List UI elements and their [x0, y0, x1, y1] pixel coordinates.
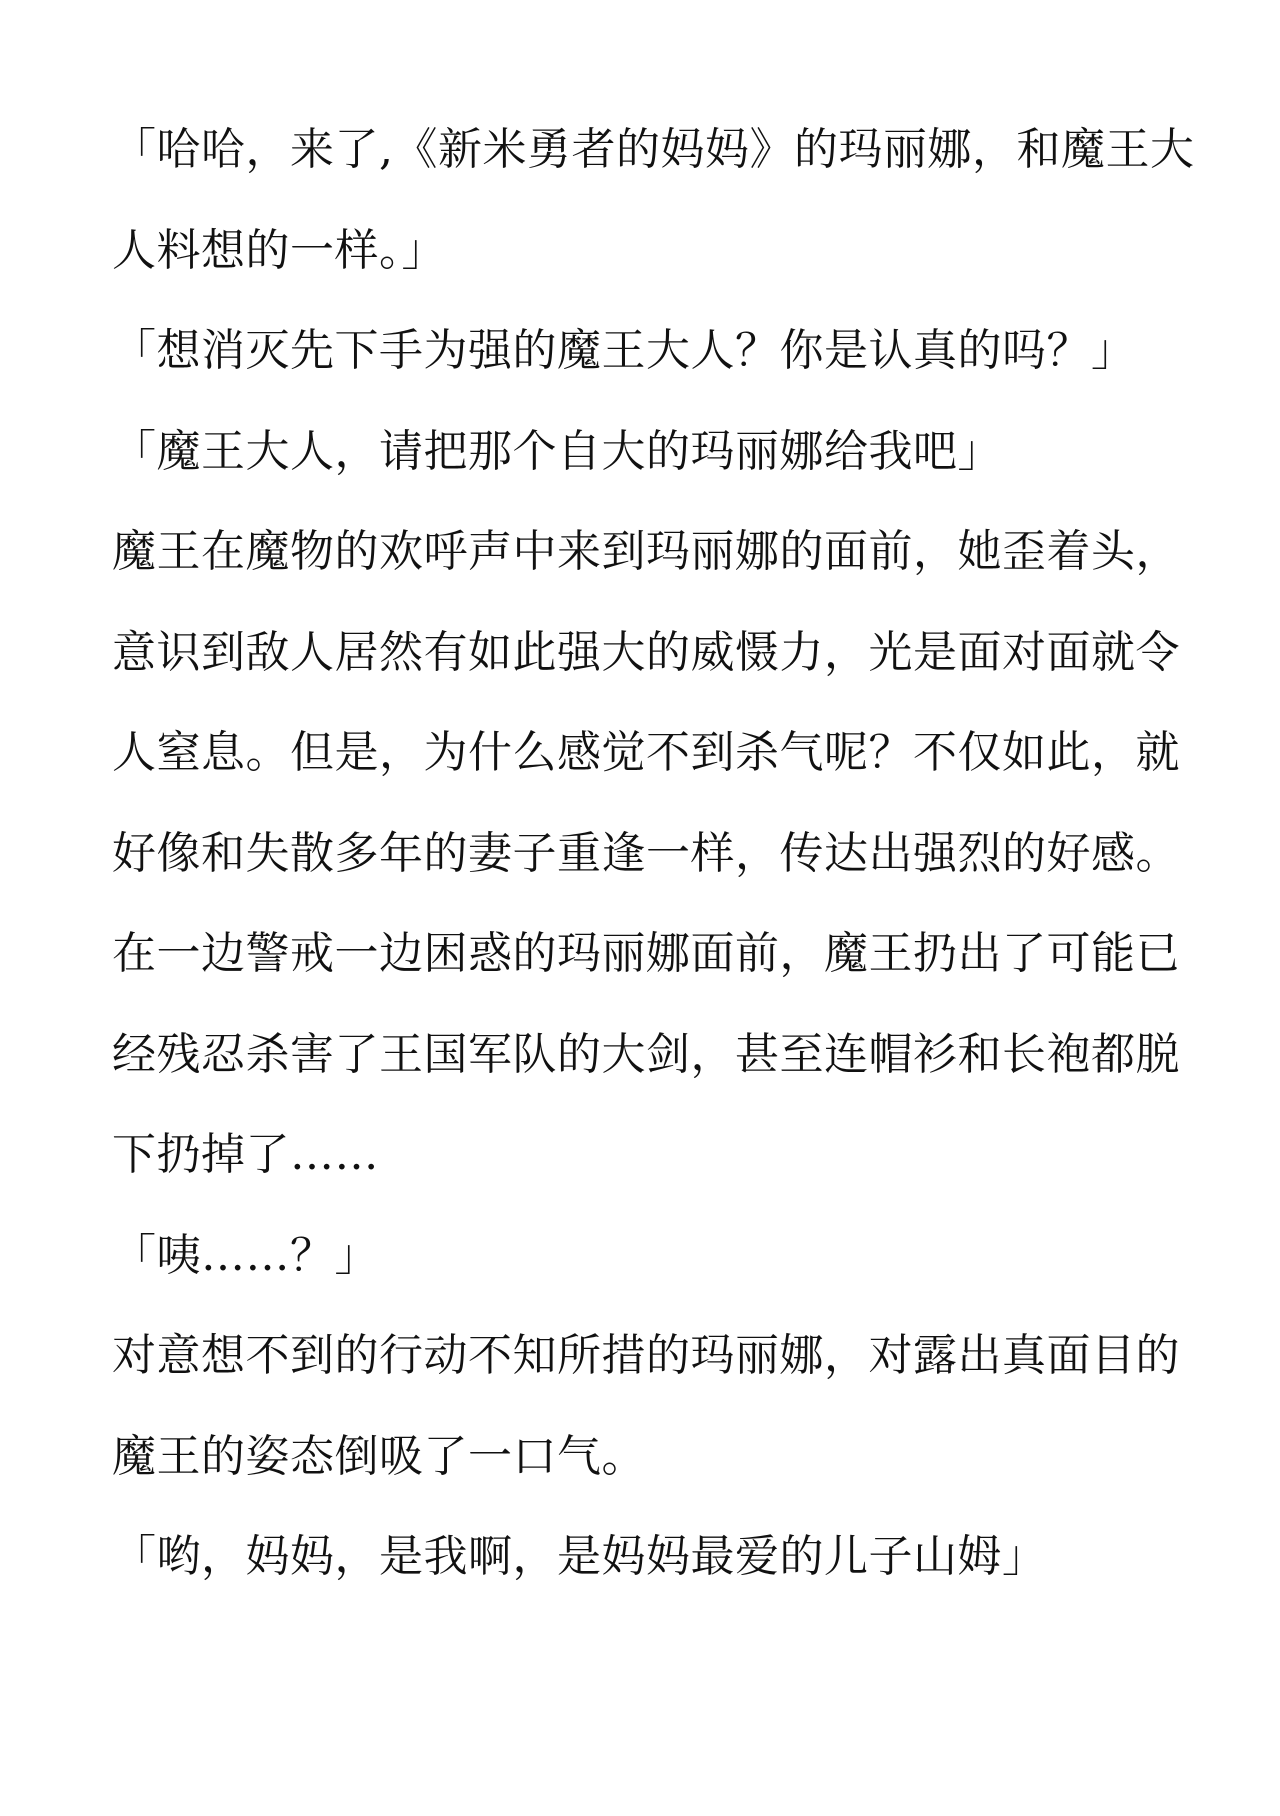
- text-line: 「哈哈，来了,《新米勇者的妈妈》的玛丽娜，和魔王大: [112, 124, 1195, 175]
- text-line: 对意想不到的行动不知所措的玛丽娜，对露出真面目的: [112, 1330, 1180, 1381]
- text-line: 下扔掉了……: [112, 1129, 379, 1180]
- text-line: 人料想的一样。」: [112, 224, 446, 276]
- text-line: 「哟，妈妈，是我啊，是妈妈最爱的儿子山姆」: [112, 1531, 1047, 1582]
- text-line: 「想消灭先下手为强的魔王大人？你是认真的吗？」: [112, 325, 1136, 376]
- body-text: [112, 114, 1195, 1622]
- text-line: 在一边警戒一边困惑的玛丽娜面前，魔王扔出了可能已: [112, 928, 1180, 979]
- text-line: 经残忍杀害了王国军队的大剑，甚至连帽衫和长袍都脱: [112, 1028, 1180, 1080]
- text-line: 「魔王大人，请把那个自大的玛丽娜给我吧」: [112, 425, 1002, 477]
- text-line: 魔王在魔物的欢呼声中来到玛丽娜的面前，她歪着头，: [112, 526, 1180, 577]
- text-line: 意识到敌人居然有如此强大的威慑力，光是面对面就令: [112, 626, 1180, 678]
- text-line: 人窒息。但是，为什么感觉不到杀气呢？不仅如此，就: [112, 727, 1180, 778]
- text-line: 魔王的姿态倒吸了一口气。: [112, 1430, 646, 1482]
- text-line: 好像和失散多年的妻子重逢一样，传达出强烈的好感。: [112, 827, 1180, 879]
- text-line: 「咦……？」: [112, 1229, 379, 1281]
